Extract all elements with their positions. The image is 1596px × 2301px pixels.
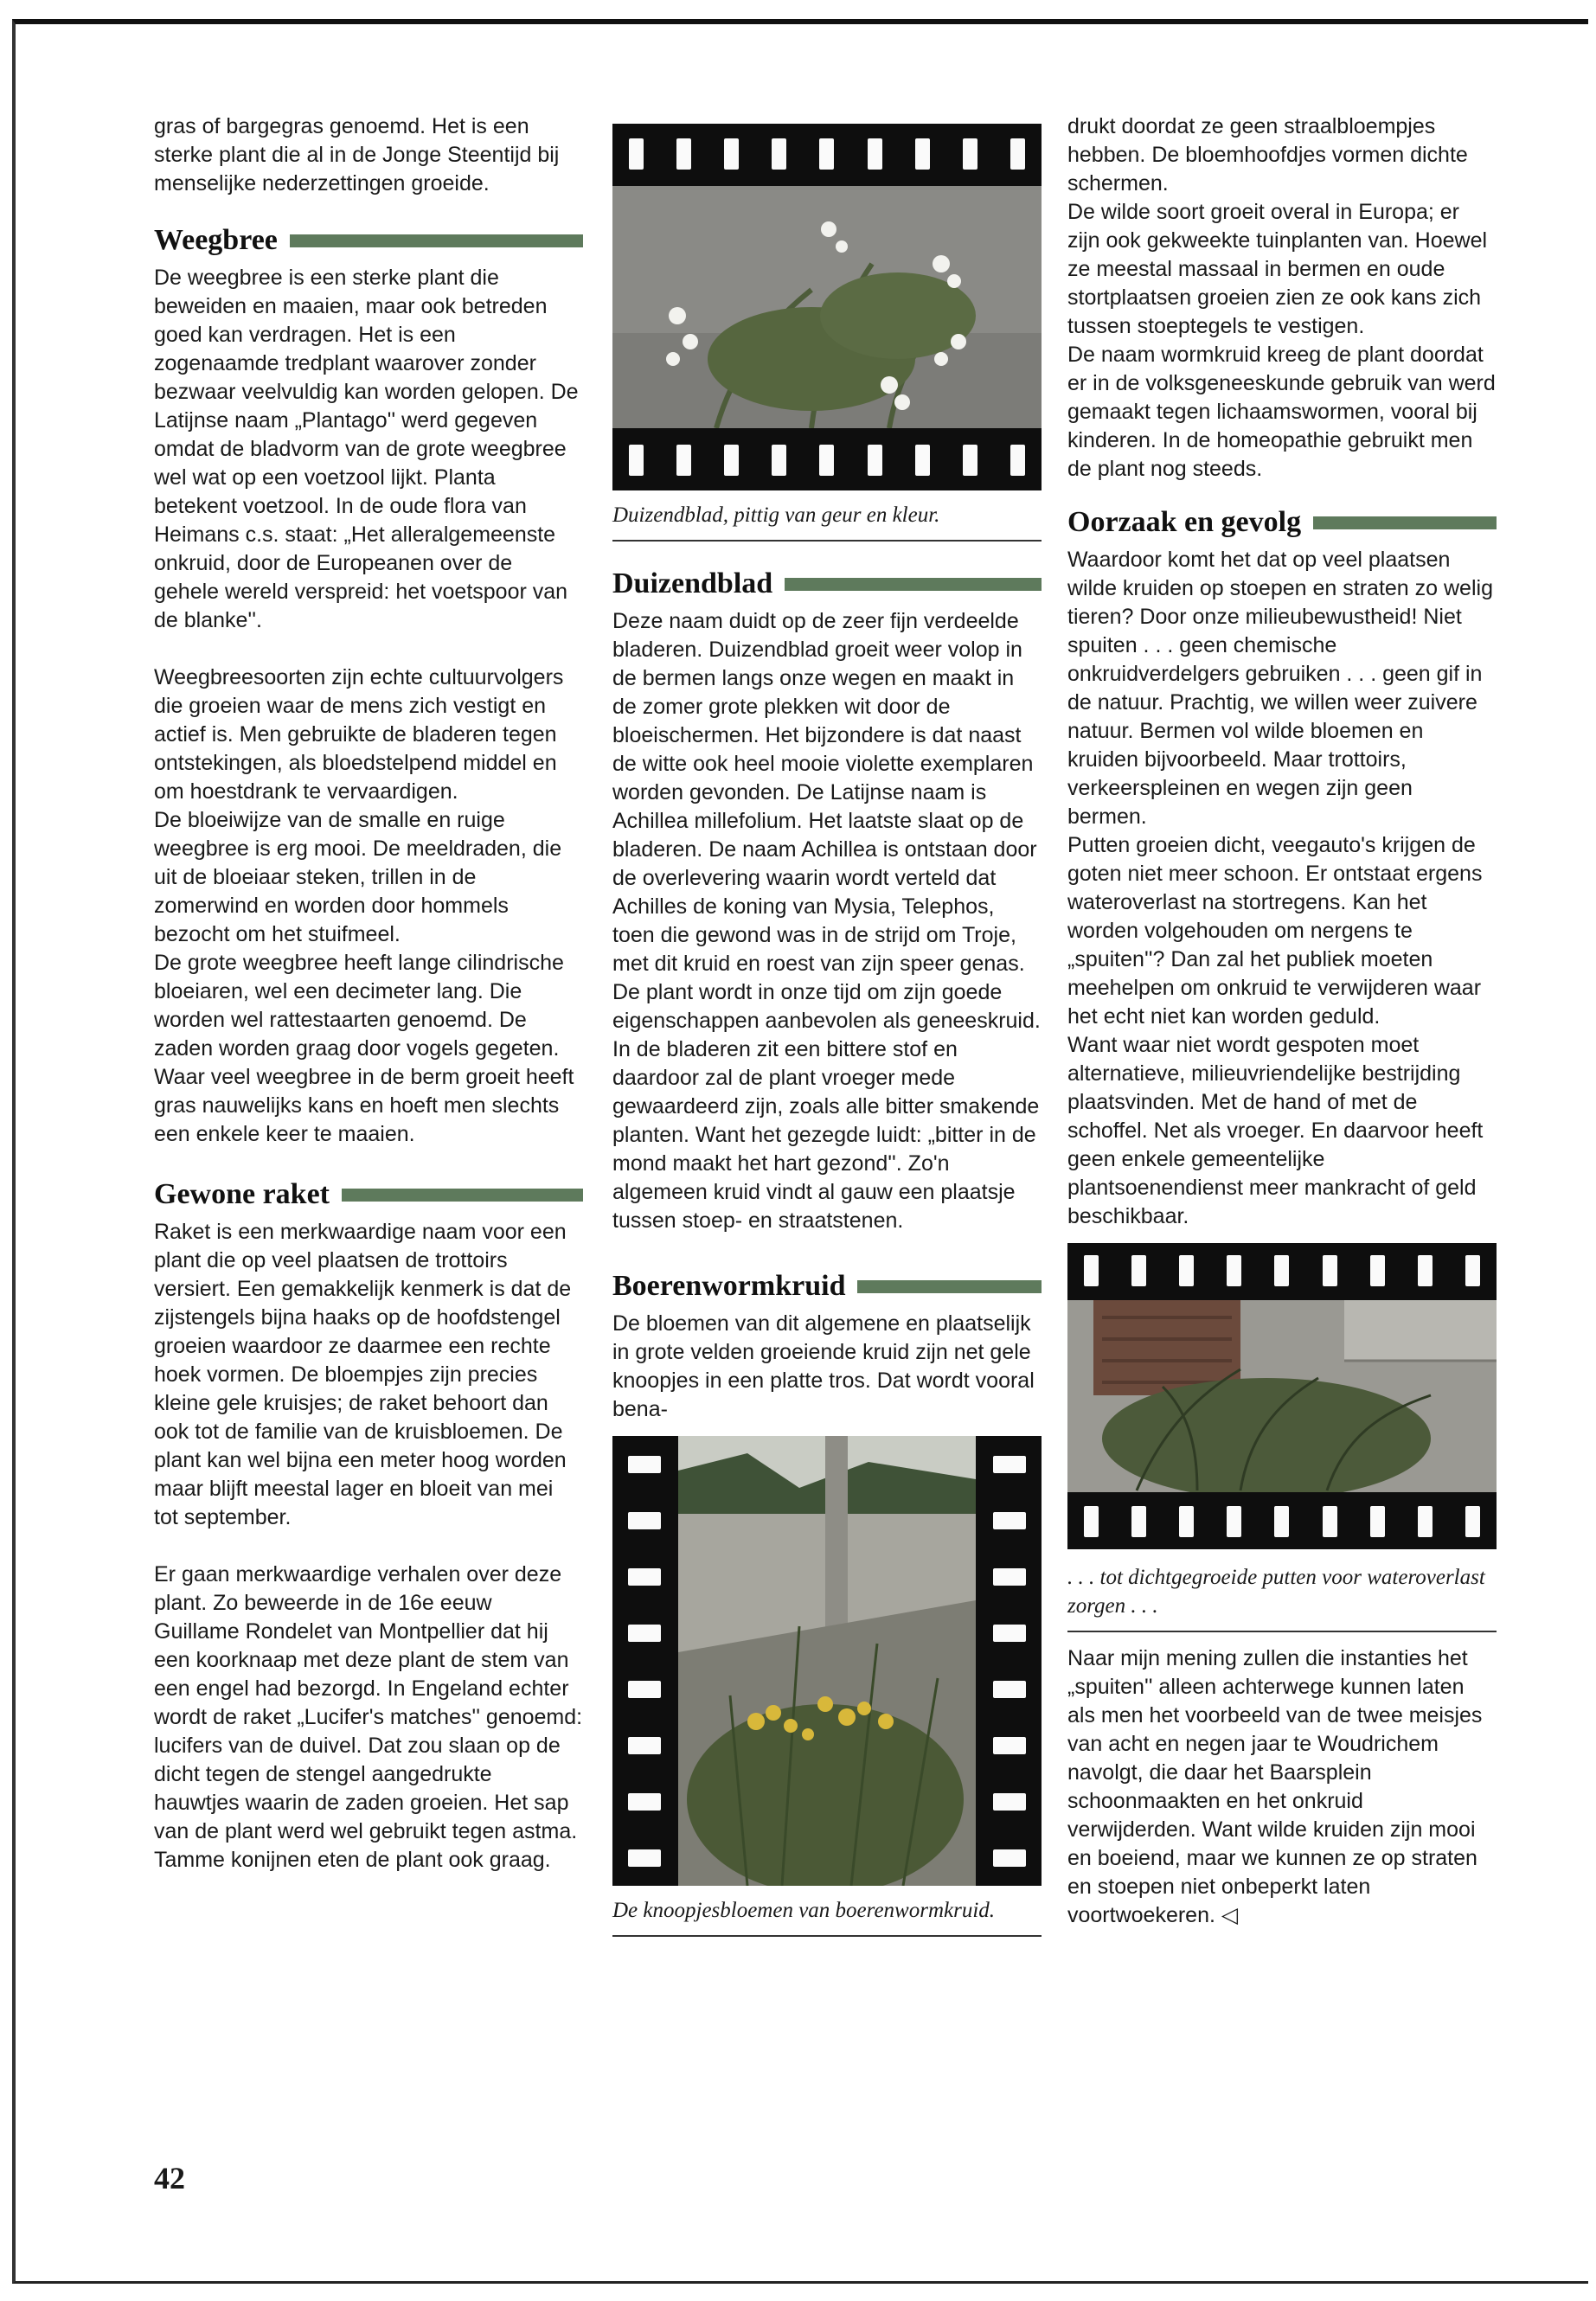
photo-boerenwormkruid: [612, 1436, 1042, 1886]
section-heading-gewone-raket: [154, 1178, 583, 1211]
photo-frame: [678, 1436, 976, 1886]
column-3: [1067, 112, 1497, 1930]
film-sprockets: [977, 1436, 1042, 1886]
paragraph: De weegbree is een sterke plant die beweiden en maaien, maar ook betreden goed kan verdragen. Het is een zogenaamde tredplant waarover zonder bezwaar veelvuldig kan worden gelopen. De Latijnse naam „Plantago'' werd gegeven omdat de bladvorm van de grote weegbree wel wat op een voetzool lijkt. Planta betekent voetzool. In de oude flora van Heimans c.s. staat: „Het alleralgemeenste onkruid, door de Europeanen over de gehele wereld verspreid: het voetspoor van de blanke''.: [154, 266, 579, 632]
tansy-photo: [678, 1436, 976, 1886]
photo-caption: . . . tot dichtgegroeide putten voor wateroverlast zorgen . . .: [1067, 1563, 1497, 1632]
film-sprockets: [1067, 1494, 1497, 1549]
photo-caption: Duizendblad, pittig van geur en kleur.: [612, 501, 1042, 542]
film-sprockets: [612, 124, 1042, 184]
page-number: 42: [154, 2161, 185, 2195]
film-sprockets: [612, 1436, 676, 1886]
paragraph: Naar mijn mening zullen die instanties het „spuiten'' alleen achterwege kunnen laten als men het voorbeeld van de twee meisjes van acht en negen jaar te Woudrichem navolgt, die daar het Baarsplein schoonmaakten en het onkruid verwijderden. Want wilde kruiden zijn mooi en boeiend, maar we kunnen ze op straten en stoepen niet onbeperkt laten voortwoekeren. ◁: [1067, 1646, 1483, 1927]
paragraph: Want waar niet wordt gespoten moet alternatieve, milieuvriendelijke bestrijding plaatsvinden. Met de hand of met de schoffel. Net als vroeger. En daarvoor heeft geen enkele gemeentelijke plantsoenendienst meer mankracht of geld beschikbaar.: [1067, 1033, 1484, 1228]
heading-bar: [290, 234, 583, 247]
film-sprockets: [612, 430, 1042, 490]
photo-caption: De knoopjesbloemen van boerenwormkruid.: [612, 1896, 1042, 1937]
photo-frame: [612, 186, 1042, 428]
photo-duizendblad: [612, 124, 1042, 490]
section-heading-boerenwormkruid: [612, 1270, 1042, 1303]
film-sprockets: [1067, 1243, 1497, 1298]
column-1: [154, 112, 583, 1875]
paragraph: De wilde soort groeit overal in Europa; er zijn ook gekweekte tuinplanten van. Hoewel ze meestal massaal in bermen en oude stortplaatsen groeien zien ze ook kans zich tussen stoeptegels te vestigen.: [1067, 200, 1488, 338]
photo-frame: [1067, 1300, 1497, 1492]
intro-paragraph: gras of bargegras genoemd. Het is een sterke plant die al in de Jonge Steentijd bij menselijke nederzettingen groeide.: [154, 114, 560, 195]
paragraph: Putten groeien dicht, veegauto's krijgen de goten niet meer schoon. Er ontstaat ergens wateroverlast na stortregens. Kan het worden volgehouden om nergens te „spuiten''? Dan zal het publiek moeten meehelpen om onkruid te verwijderen waar het echt niet kan worden geduld.: [1067, 833, 1483, 1029]
heading-bar: [1313, 516, 1497, 529]
heading-bar: [857, 1280, 1042, 1293]
heading-bar: [785, 578, 1042, 591]
section-heading-oorzaak-en-gevolg: [1067, 506, 1497, 539]
paragraph: De bloemen van dit algemene en plaatselijk in grote velden groeiende kruid zijn net gele knoopjes in een platte tros. Dat wordt vooral bena-: [612, 1311, 1035, 1421]
paragraph: De plant wordt in onze tijd om zijn goede eigenschappen aanbevolen als geneeskruid. In de bladeren zit een bittere stof en daardoor zal de plant vroeger mede gewaardeerd zijn, zoals alle bitter smakende planten. Want het gezegde luidt: „bitter in de mond maakt het hart gezond''. Zo'n algemeen kruid vindt al gauw een plaatsje tussen stoep- en straatstenen.: [612, 980, 1041, 1233]
column-2: [612, 124, 1042, 1937]
heading-bar: [342, 1189, 583, 1202]
paragraph: drukt doordat ze geen straalbloempjes hebben. De bloemhoofdjes vormen dichte schermen.: [1067, 114, 1468, 195]
heading-text: Oorzaak en gevolg: [1067, 506, 1302, 538]
yarrow-photo: [612, 186, 1042, 428]
section-heading-duizendblad: [612, 567, 1042, 600]
paragraph: Waardoor komt het dat op veel plaatsen wilde kruiden op stoepen en straten zo welig tieren? Door onze milieubewustheid! Niet spuiten . . . geen chemische onkruidverdelgers gebruiken . . . geen gif in de natuur. Prachtig, we willen weer zuivere natuur. Bermen vol wilde bloemen en kruiden bijvoorbeeld. Maar trottoirs, verkeerspleinen en wegen zijn geen bermen.: [1067, 548, 1493, 829]
paragraph: De bloeiwijze van de smalle en ruige weegbree is erg mooi. De meeldraden, die uit de bloeiaar steken, trillen in de zomerwind en worden door hommels bezocht om het stuifmeel.: [154, 808, 562, 946]
paragraph: De naam wormkruid kreeg de plant doordat er in de volksgeneeskunde gebruik van werd gemaakt tegen lichaamswormen, vooral bij kinderen. In de homeopathie gebruikt men de plant nog steeds.: [1067, 343, 1496, 481]
paragraph: Er gaan merkwaardige verhalen over deze plant. Zo beweerde in de 16e eeuw Guillame Rondelet van Montpellier dat hij een koorknaap met deze plant de stem van een engel had bezorgd. In Engeland echter wordt de raket „Lucifer's matches'' genoemd: lucifers van de duivel. Dat zou slaan op de dicht tegen de stengel aangedrukte hauwtjes waarin de zaden groeien. Het sap van de plant werd wel gebruikt tegen astma. Tamme konijnen eten de plant ook graag.: [154, 1562, 583, 1872]
paragraph: Deze naam duidt op de zeer fijn verdeelde bladeren. Duizendblad groeit weer volop in de bermen langs onze wegen en maakt in de zomer grote plekken wit door de bloeischermen. Het bijzondere is dat naast de witte ook heel mooie violette exemplaren worden gevonden. De Latijnse naam is Achillea millefolium. Het laatste slaat op de bladeren. De naam Achillea is ontstaan door de overlevering waarin wordt verteld dat Achilles de koning van Mysia, Telephos, toen die gewond was in de strijd om Troje, met dit kruid en roest van zijn speer genas.: [612, 609, 1037, 976]
heading-text: Gewone raket: [154, 1178, 330, 1210]
heading-text: Boerenwormkruid: [612, 1270, 846, 1302]
paragraph: De grote weegbree heeft lange cilindrische bloeiaren, wel een decimeter lang. Die worden wel rattestaarten genoemd. De zaden worden graag door vogels gegeten. Waar veel weegbree in de berm groeit heeft gras nauwelijks kans en hoeft men slechts een enkele keer te maaien.: [154, 951, 574, 1146]
gutter-photo: [1067, 1300, 1497, 1492]
paragraph: Weegbreesoorten zijn echte cultuurvolgers die groeien waar de mens zich vestigt en actief is. Men gebruikte de bladeren tegen ontstekingen, als bloedstelpend middel en om hoestdrank te vervaardigen.: [154, 665, 564, 804]
heading-text: Weegbree: [154, 224, 278, 256]
paragraph: Raket is een merkwaardige naam voor een plant die op veel plaatsen de trottoirs versiert. Een gemakkelijk kenmerk is dat de zijstengels bijna haaks op de hoofdstengel groeien waardoor ze daarmee een rechte hoek vormen. De bloempjes zijn precies kleine gele kruisjes; de raket behoort dan ook tot de familie van de kruisbloemen. De plant kan wel bijna een meter hoog worden maar blijft meestal lager en bloeit van mei tot september.: [154, 1220, 572, 1529]
photo-gutter: [1067, 1243, 1497, 1549]
heading-text: Duizendblad: [612, 567, 773, 599]
section-heading-weegbree: [154, 224, 583, 257]
